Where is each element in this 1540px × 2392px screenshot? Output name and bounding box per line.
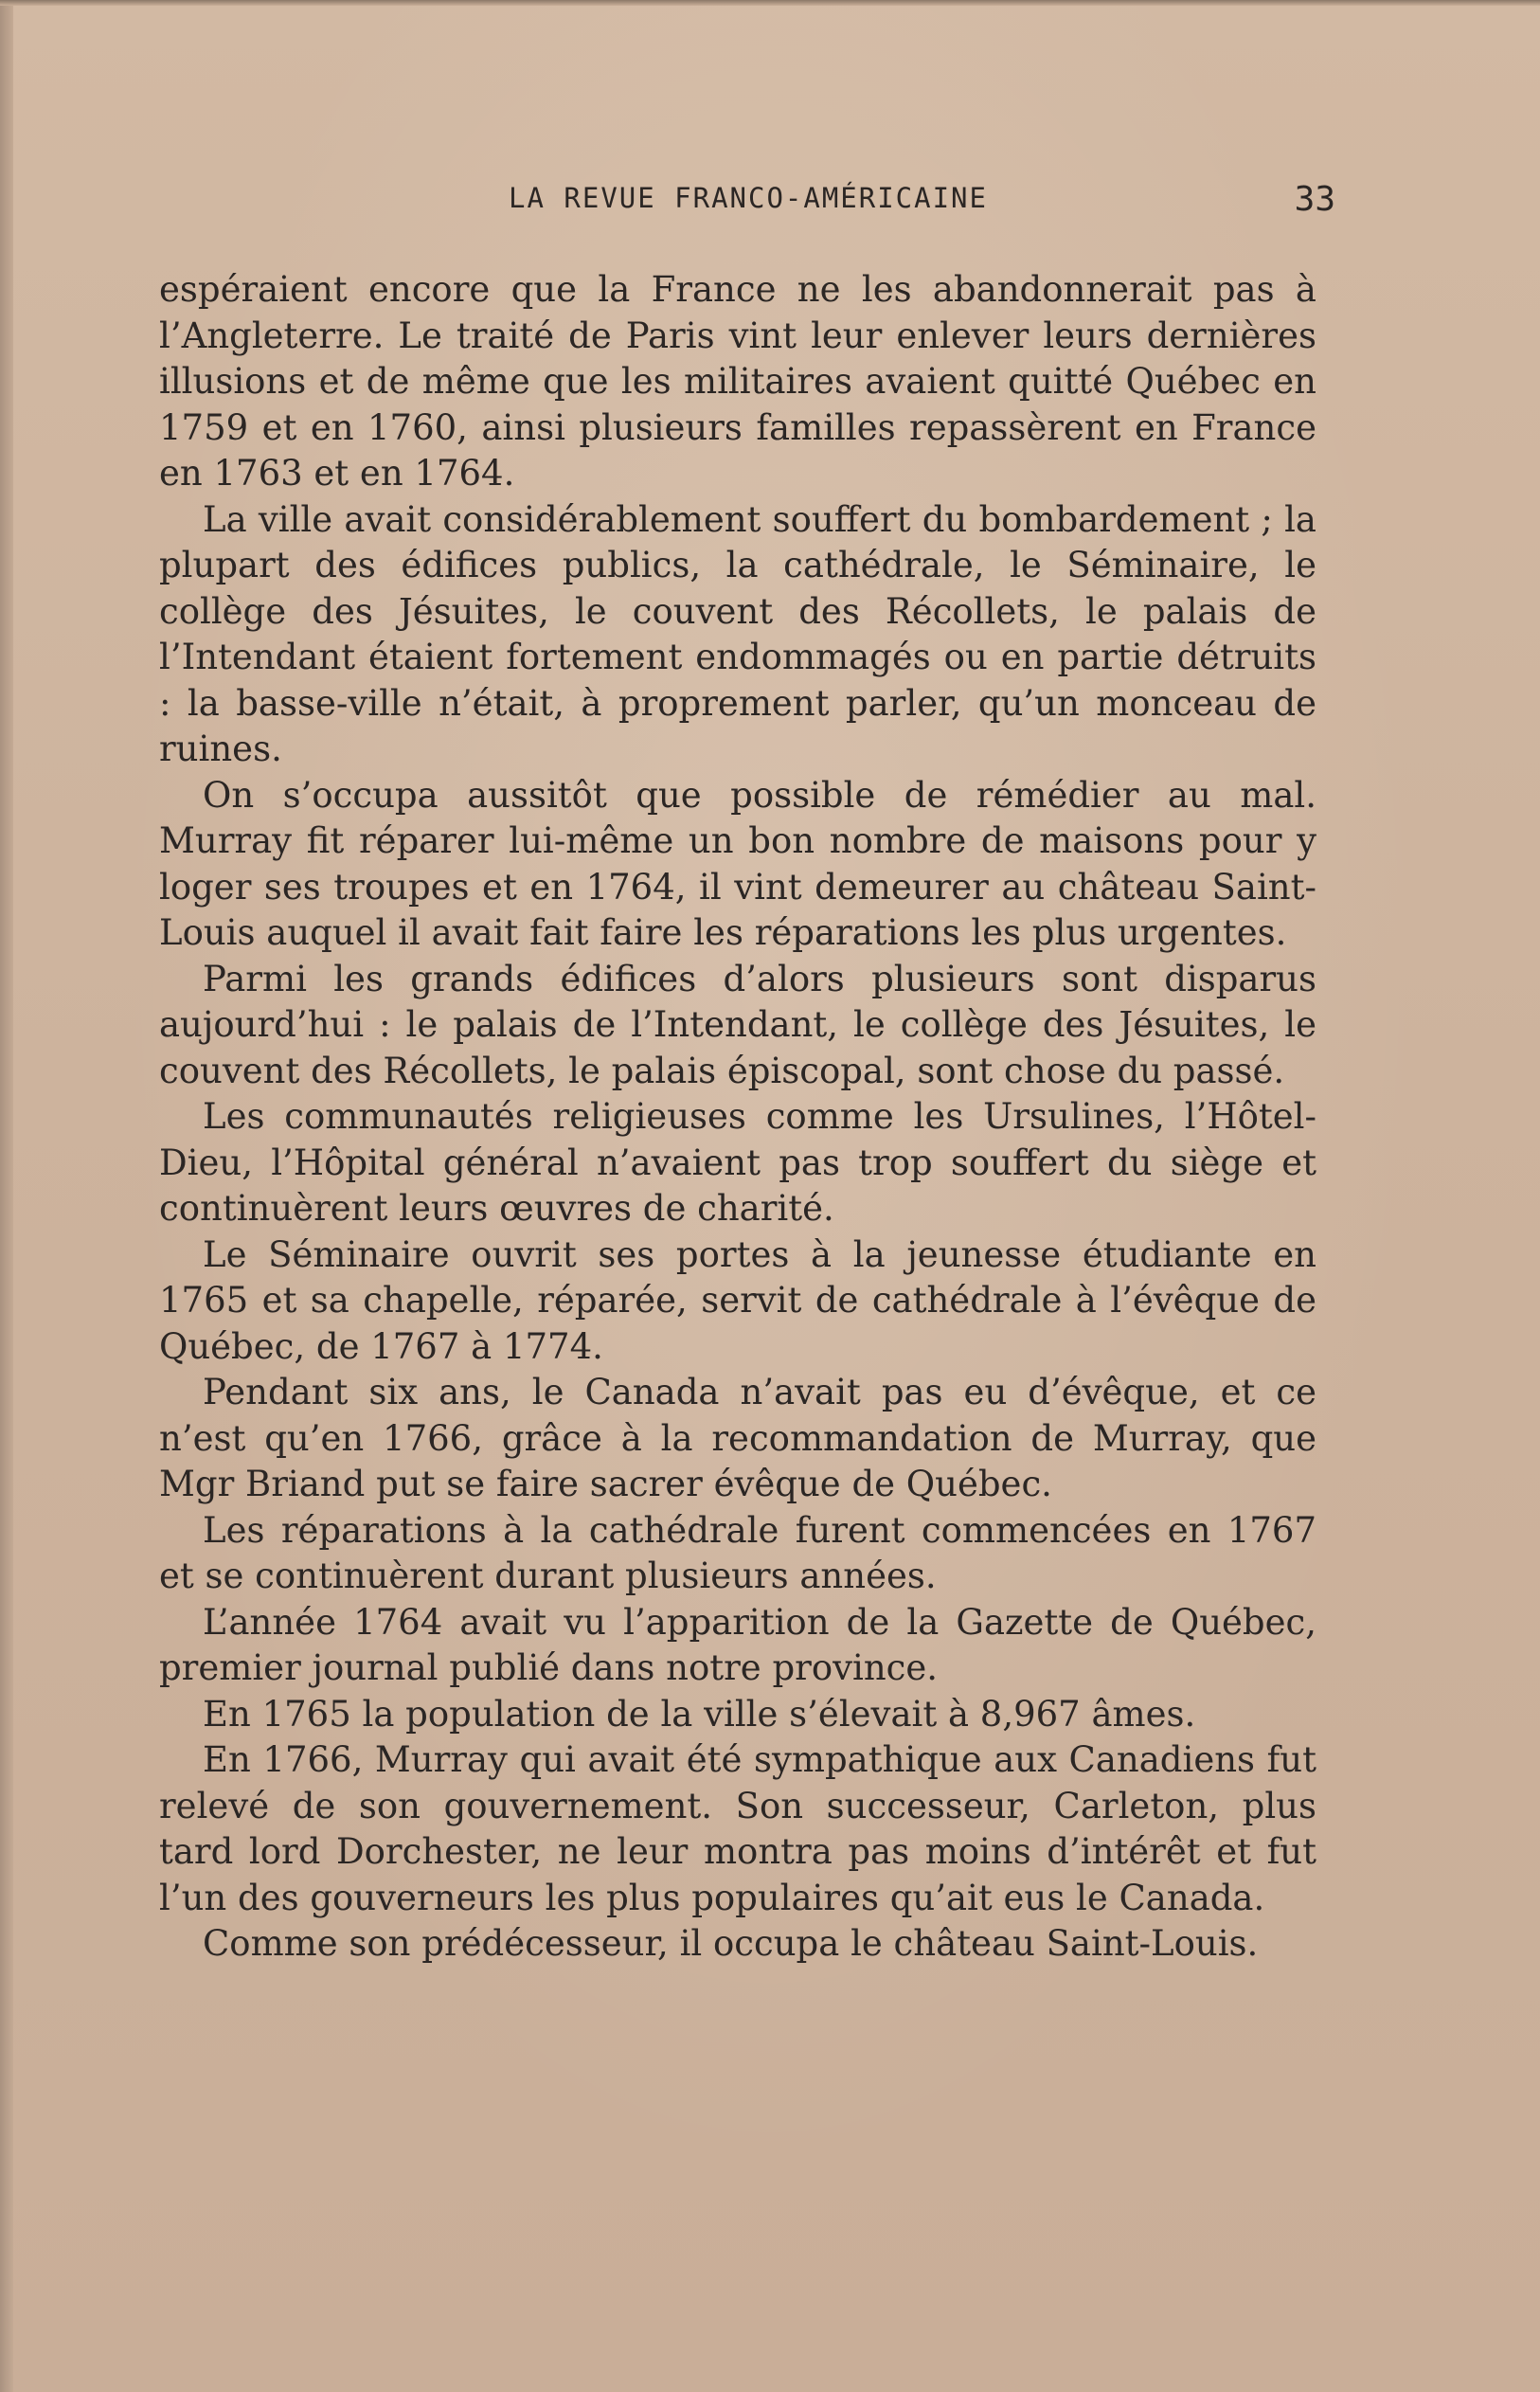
- paragraph: Les communautés religieuses comme les Ursulines, l’Hôtel-Dieu, l’Hôpital général n’avaient pas trop souffert du siège et continuèrent leurs œuvres de charité.: [159, 1096, 1316, 1229]
- page-binding-edge: [0, 0, 13, 2392]
- running-title: LA REVUE FRANCO-AMÉRICAINE: [509, 182, 988, 214]
- paragraph: Le Séminaire ouvrit ses portes à la jeunesse étudiante en 1765 et sa chapelle, réparée, servit de cathédrale à l’évêque de Québec, de 1767 à 1774.: [159, 1233, 1316, 1367]
- running-header: [161, 182, 1335, 224]
- paragraph: Pendant six ans, le Canada n’avait pas eu d’évêque, et ce n’est qu’en 1766, grâce à la recommandation de Murray, que Mgr Briand put se faire sacrer évêque de Québec.: [159, 1372, 1316, 1504]
- paragraph: espéraient encore que la France ne les abandonnerait pas à l’Angleterre. Le traité de Paris vint leur enlever leurs dernières illusions et de même que les militaires avaient quitté Québec en 1759 et en 1760, ainsi plusieurs familles repassèrent en France en 1763 et en 1764.: [159, 269, 1316, 494]
- paragraph: L’année 1764 avait vu l’apparition de la Gazette de Québec, premier journal publié dans notre province.: [159, 1601, 1316, 1688]
- body-text: [159, 267, 1316, 1968]
- paragraph: Parmi les grands édifices d’alors plusieurs sont disparus aujourd’hui : le palais de l’Intendant, le collège des Jésuites, le couvent des Récollets, le palais épiscopal, sont chose du passé.: [159, 958, 1316, 1091]
- paragraph: En 1765 la population de la ville s’élevait à 8,967 âmes.: [203, 1693, 1196, 1735]
- paragraph: La ville avait considérablement souffert du bombardement ; la plupart des édifices publics, la cathédrale, le Séminaire, le collège des Jésuites, le couvent des Récollets, le palais de l’Intendant étaient fortement endommagés ou en partie détruits : la basse-ville n’était, à proprement parler, qu’un monceau de ruines.: [159, 498, 1316, 769]
- paragraph: On s’occupa aussitôt que possible de rémédier au mal. Murray fit réparer lui-même un bon nombre de maisons pour y loger ses troupes et en 1764, il vint demeurer au château Saint-Louis auquel il avait fait faire les réparations les plus urgentes.: [159, 774, 1316, 953]
- paragraph: En 1766, Murray qui avait été sympathique aux Canadiens fut relevé de son gouvernement. Son successeur, Carleton, plus tard lord Dorchester, ne leur montra pas moins d’intérêt et fut l’un des gouverneurs les plus populaires qu’ait eus le Canada.: [159, 1739, 1316, 1918]
- paragraph: Les réparations à la cathédrale furent commencées en 1767 et se continuèrent durant plusieurs années.: [159, 1509, 1316, 1596]
- page-number: 33: [1294, 180, 1335, 219]
- page-top-edge: [0, 0, 1540, 6]
- paragraph: Comme son prédécesseur, il occupa le château Saint-Louis.: [203, 1923, 1259, 1964]
